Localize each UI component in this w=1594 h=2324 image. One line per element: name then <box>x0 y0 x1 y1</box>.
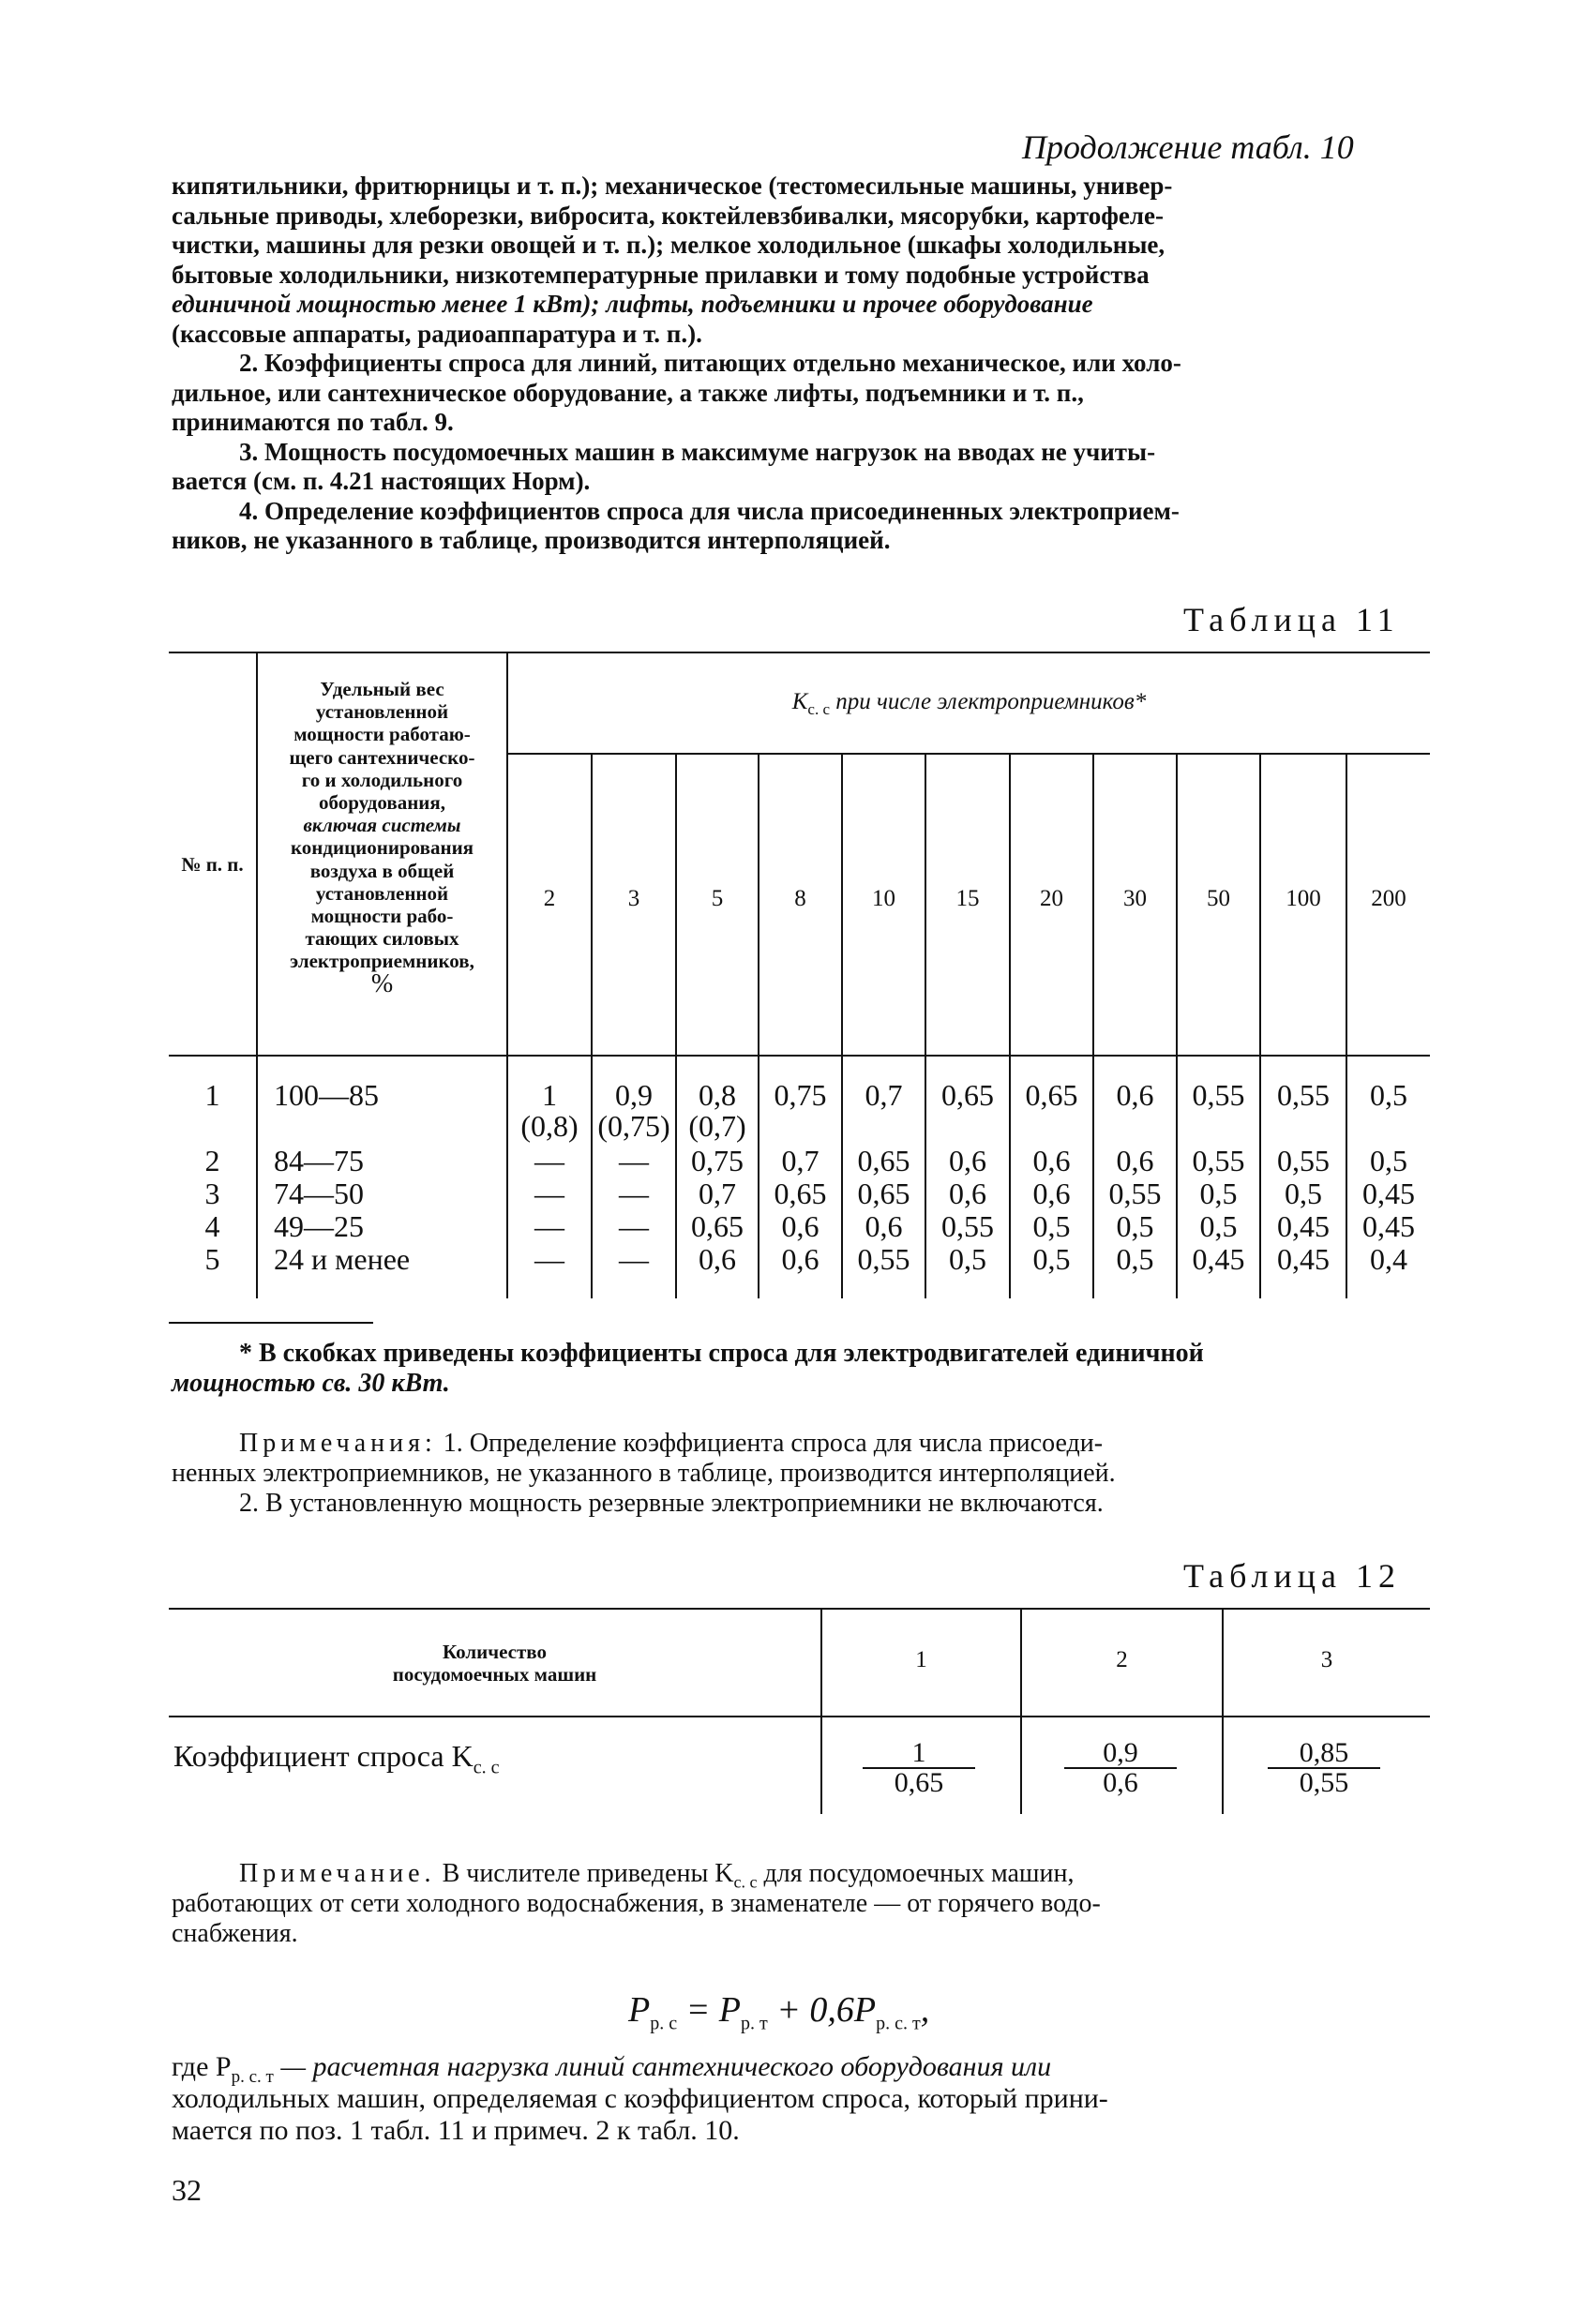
table-cell: 0,55 <box>1277 1144 1330 1177</box>
table-cell-sub: (0,7) <box>688 1109 746 1143</box>
table-cell: 0,5 <box>1032 1242 1071 1276</box>
count-header-cell: 10 <box>872 886 895 911</box>
t12-row-label: Коэффициент спроса $K_{с. с}$ <box>173 1739 500 1778</box>
table-cell: — <box>619 1209 649 1243</box>
intro-line: (кассовые аппараты, радиоаппаратура и т. п.). <box>172 319 702 348</box>
table11-notes: Примечания: 1. Определение коэффициента спроса для числа присоеди- <box>239 1429 1104 1458</box>
table-cell: 0,8 <box>699 1078 736 1112</box>
row-share: 49—25 <box>274 1209 364 1243</box>
table12-note-cont: снабжения. <box>172 1919 298 1948</box>
table-cell: 0,5 <box>1285 1177 1322 1210</box>
table11-notes-cont: ненных электроприемников, не указанного в таблице, производится интерполяцией. <box>172 1459 1116 1488</box>
row-number: 4 <box>204 1209 220 1243</box>
intro-line: бытовые холодильники, низкотемпературные прилавки и тому подобные устройства <box>172 260 1150 289</box>
intro-line: чистки, машины для резки овощей и т. п.); мелкое холодильное (шкафы холодильные, <box>172 231 1165 259</box>
col-share-header: Удельный вес установленной мощности работаю- щего сантехническо- го и холодильного оборудования, включая системы кондиционирования воздуха в общей установленной мощности рабо- тающих силовых электроприемников, % <box>289 678 475 998</box>
page-number: 32 <box>172 2173 202 2207</box>
table-cell: 0,55 <box>857 1242 910 1276</box>
table-cell: 0,45 <box>1277 1242 1330 1276</box>
intro-line: 4. Определение коэффициентов спроса для числа присоединенных электроприем- <box>239 496 1180 525</box>
table11-notes-2: 2. В установленную мощность резервные электроприемники не включаются. <box>239 1489 1104 1518</box>
table11-footnote-cont: мощностью св. 30 кВт. <box>172 1369 450 1398</box>
count-header-cell: 15 <box>955 886 980 911</box>
intro-line: вается (см. п. 4.21 настоящих Норм). <box>172 467 591 495</box>
table-cell: 0,4 <box>1370 1242 1407 1276</box>
t12-fraction: $\frac{1}{0,65}$ <box>863 1739 975 1797</box>
row-number: 1 <box>204 1078 220 1112</box>
count-header-cell: 5 <box>711 886 724 911</box>
t12-fraction: $\frac{0,9}{0,6}$ <box>1064 1739 1177 1797</box>
count-header-cell: 50 <box>1207 886 1230 911</box>
formula: $P_{р. с} = P_{р. т} + 0,6P_{р. с. т}$, <box>628 1990 930 2034</box>
table11 <box>169 652 1430 1298</box>
table-cell: 0,5 <box>1370 1078 1407 1112</box>
table-cell: 0,65 <box>857 1144 910 1177</box>
table-cell: 0,5 <box>1116 1242 1154 1276</box>
table-cell: — <box>619 1242 649 1276</box>
group-header: $K_{с. с}$ при числе электроприемников* <box>791 689 1147 718</box>
t12-fraction: $\frac{0,85}{0,55}$ <box>1268 1739 1380 1797</box>
row-share: 100—85 <box>274 1078 379 1112</box>
intro-line: сальные приводы, хлеборезки, вибросита, коктейлевзбивалки, мясорубки, картофеле- <box>172 201 1165 230</box>
row-number: 2 <box>204 1144 220 1177</box>
row-share: 84—75 <box>274 1144 364 1177</box>
table12-note-cont: работающих от сети холодного водоснабжения, в знаменателе — от горячего водо- <box>172 1889 1101 1918</box>
intro-line: ников, не указанного в таблице, производится интерполяцией. <box>172 526 891 554</box>
table-cell: 0,9 <box>615 1078 653 1112</box>
counts-header <box>169 886 1430 923</box>
intro-line: дильное, или сантехническое оборудование, а также лифты, подъемники и т. п., <box>172 378 1084 407</box>
table12-title: Таблица 12 <box>1183 1557 1401 1595</box>
table-cell: 0,55 <box>1108 1177 1162 1210</box>
table-cell: 0,5 <box>1199 1209 1238 1243</box>
where-line: где $P_{р. с. т}$ — расчетная нагрузка линий сантехнического оборудования или <box>172 2051 1052 2087</box>
table-cell: 0,6 <box>781 1209 820 1243</box>
intro-line: кипятильники, фритюрницы и т. п.); механическое (тестомесильные машины, универ- <box>172 172 1173 200</box>
table-cell: 0,6 <box>949 1144 986 1177</box>
table-cell-sub: (0,8) <box>520 1109 579 1143</box>
where-line: холодильных машин, определяемая с коэффициентом спроса, который прини- <box>172 2083 1108 2114</box>
table-cell: 0,6 <box>949 1177 986 1210</box>
col-no-header: № п. п. <box>181 853 244 876</box>
table-cell: — <box>534 1144 564 1177</box>
t12-count: 2 <box>1116 1647 1128 1672</box>
intro-paragraph <box>172 172 1428 556</box>
table-cell-sub: (0,75) <box>597 1109 670 1143</box>
table-cell: 0,6 <box>1116 1078 1154 1112</box>
table-cell: 0,65 <box>691 1209 744 1243</box>
table-cell: 0,65 <box>1025 1078 1078 1112</box>
table-cell: — <box>619 1177 649 1210</box>
table-cell: 0,65 <box>941 1078 994 1112</box>
table-cell: 0,55 <box>1192 1144 1245 1177</box>
table-cell: 0,45 <box>1362 1177 1415 1210</box>
count-header-cell: 30 <box>1123 886 1147 911</box>
t12-count: 3 <box>1320 1647 1333 1672</box>
count-header-cell: 20 <box>1040 886 1063 911</box>
table-cell: 1 <box>542 1078 557 1112</box>
row-number: 3 <box>204 1177 220 1210</box>
row-number: 5 <box>204 1242 220 1276</box>
row-share: 24 и менее <box>274 1242 411 1276</box>
table-cell: — <box>534 1209 564 1243</box>
table-cell: 0,7 <box>781 1144 820 1177</box>
intro-line: 3. Мощность посудомоечных машин в максимуме нагрузок на вводах не учиты- <box>239 437 1156 466</box>
count-header-cell: 2 <box>543 886 556 911</box>
intro-line: принимаются по табл. 9. <box>172 408 454 436</box>
table-cell: 0,6 <box>865 1209 903 1243</box>
table-cell: 0,6 <box>781 1242 820 1276</box>
table-cell: 0,5 <box>1199 1177 1238 1210</box>
table12 <box>169 1608 1430 1814</box>
table-cell: 0,45 <box>1362 1209 1415 1243</box>
table-cell: 0,65 <box>774 1177 827 1210</box>
count-header-cell: 3 <box>627 886 640 911</box>
table-cell: 0,55 <box>1192 1078 1245 1112</box>
table-cell: 0,75 <box>774 1078 827 1112</box>
intro-line: единичной мощностью менее 1 кВт); лифты, подъемники и прочее оборудование <box>172 290 1093 318</box>
table-cell: 0,7 <box>865 1078 903 1112</box>
table-cell: 0,65 <box>857 1177 910 1210</box>
table11-footnote: * В скобках приведены коэффициенты спроса для электродвигателей единичной <box>239 1339 1204 1368</box>
table-cell: — <box>534 1177 564 1210</box>
table-cell: 0,6 <box>1032 1144 1071 1177</box>
table-cell: — <box>619 1144 649 1177</box>
table-cell: 0,5 <box>949 1242 986 1276</box>
table11-body <box>169 1078 1430 1294</box>
count-header-cell: 8 <box>794 886 806 911</box>
where-line: мается по поз. 1 табл. 11 и примеч. 2 к табл. 10. <box>172 2115 740 2146</box>
table-cell: 0,6 <box>1116 1144 1154 1177</box>
count-header-cell: 200 <box>1371 886 1406 911</box>
table-cell: 0,55 <box>941 1209 994 1243</box>
table-cell: 0,45 <box>1277 1209 1330 1243</box>
table-cell: 0,5 <box>1032 1209 1071 1243</box>
t12-header-label: Количество посудомоечных машин <box>392 1641 597 1687</box>
table-cell: 0,75 <box>691 1144 744 1177</box>
table-cell: 0,7 <box>699 1177 736 1210</box>
table-cell: 0,55 <box>1277 1078 1330 1112</box>
table-cell: 0,5 <box>1370 1144 1407 1177</box>
count-header-cell: 100 <box>1286 886 1321 911</box>
table-cell: 0,5 <box>1116 1209 1154 1243</box>
table12-note: Примечание. В числителе приведены $K_{с. с}$ для посудомоечных машин, <box>239 1859 1075 1892</box>
continuation-title: Продолжение табл. 10 <box>1022 128 1354 166</box>
table-cell: 0,6 <box>699 1242 736 1276</box>
table-cell: 0,6 <box>1032 1177 1071 1210</box>
table-cell: — <box>534 1242 564 1276</box>
row-share: 74—50 <box>274 1177 364 1210</box>
table11-title: Таблица 11 <box>1183 601 1400 638</box>
intro-line: 2. Коэффициенты спроса для линий, питающих отдельно механическое, или холо- <box>239 349 1181 377</box>
table-cell: 0,45 <box>1192 1242 1245 1276</box>
t12-count: 1 <box>915 1647 927 1672</box>
